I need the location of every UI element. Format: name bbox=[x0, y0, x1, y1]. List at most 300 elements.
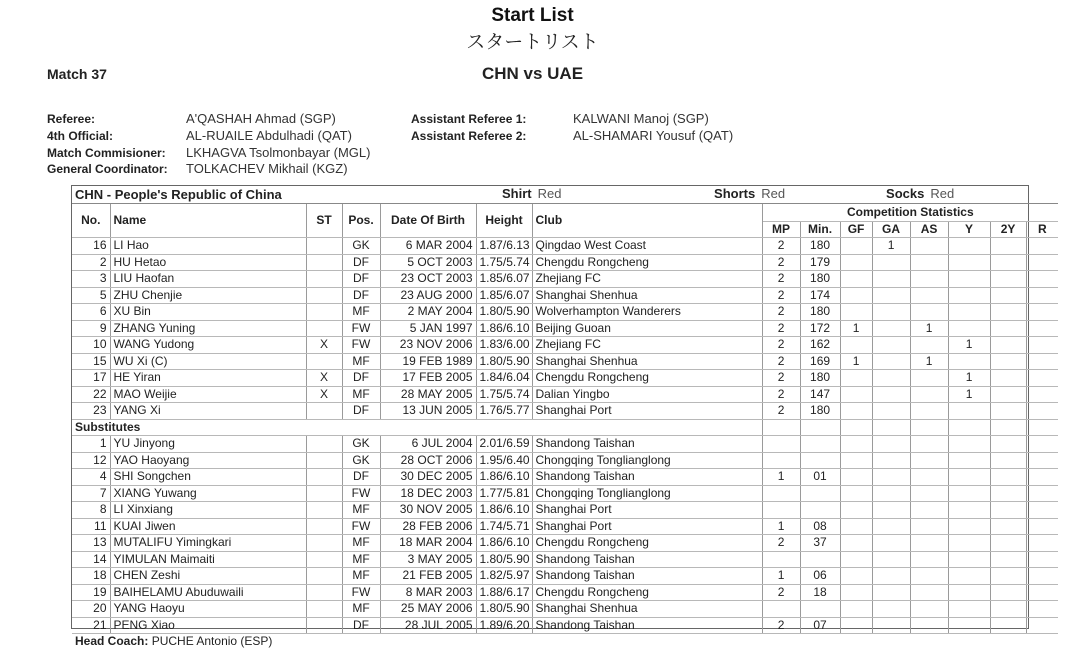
stat-ga bbox=[872, 452, 910, 469]
col-no: No. bbox=[72, 204, 110, 238]
socks-label: Socks bbox=[886, 186, 925, 201]
player-number: 6 bbox=[72, 304, 110, 321]
player-height: 1.80/5.90 bbox=[476, 353, 532, 370]
substitute-row bbox=[72, 617, 1058, 634]
roster-table bbox=[72, 186, 1058, 650]
player-number: 18 bbox=[72, 568, 110, 585]
player-height: 1.89/6.20 bbox=[476, 617, 532, 634]
player-position: FW bbox=[342, 320, 380, 337]
starter-mark bbox=[306, 502, 342, 519]
player-dob: 28 JUL 2005 bbox=[380, 617, 476, 634]
col-height: Height bbox=[476, 204, 532, 238]
referee-value: A'QASHAH Ahmad (SGP) bbox=[186, 111, 336, 126]
player-dob: 5 JAN 1997 bbox=[380, 320, 476, 337]
player-name: LIU Haofan bbox=[110, 271, 306, 288]
player-dob: 30 DEC 2005 bbox=[380, 469, 476, 486]
stat-ga bbox=[872, 370, 910, 387]
substitute-row bbox=[72, 502, 1058, 519]
empty-stat-cell bbox=[1026, 419, 1058, 436]
stat-r bbox=[1026, 287, 1058, 304]
stat-mp: 2 bbox=[762, 353, 800, 370]
player-number: 2 bbox=[72, 254, 110, 271]
player-height: 1.74/5.71 bbox=[476, 518, 532, 535]
player-position: DF bbox=[342, 370, 380, 387]
player-number: 13 bbox=[72, 535, 110, 552]
player-dob: 13 JUN 2005 bbox=[380, 403, 476, 420]
referee-label: Referee: bbox=[47, 112, 96, 126]
stat-2y bbox=[990, 485, 1026, 502]
stat-r bbox=[1026, 271, 1058, 288]
stat-2y bbox=[990, 617, 1026, 634]
player-height: 1.83/6.00 bbox=[476, 337, 532, 354]
stat-mp: 2 bbox=[762, 254, 800, 271]
match-teams: CHN vs UAE bbox=[481, 64, 584, 83]
player-club: Shandong Taishan bbox=[532, 469, 762, 486]
stat-as: 1 bbox=[910, 353, 948, 370]
head-coach-label: Head Coach: bbox=[75, 634, 149, 649]
starter-mark bbox=[306, 601, 342, 618]
stat-gf bbox=[840, 271, 872, 288]
page-subtitle: スタートリスト bbox=[466, 31, 599, 53]
stat-min: 180 bbox=[800, 304, 840, 321]
starter-row bbox=[72, 337, 1058, 354]
player-height: 1.76/5.77 bbox=[476, 403, 532, 420]
player-position: DF bbox=[342, 254, 380, 271]
stat-y bbox=[948, 254, 990, 271]
stat-r bbox=[1026, 485, 1058, 502]
starter-mark bbox=[306, 320, 342, 337]
player-club: Beijing Guoan bbox=[532, 320, 762, 337]
player-position: DF bbox=[342, 403, 380, 420]
stat-as bbox=[910, 287, 948, 304]
player-dob: 25 MAY 2006 bbox=[380, 601, 476, 618]
stat-y bbox=[948, 469, 990, 486]
stat-ga bbox=[872, 502, 910, 519]
player-dob: 18 DEC 2003 bbox=[380, 485, 476, 502]
player-number: 10 bbox=[72, 337, 110, 354]
player-position: MF bbox=[342, 304, 380, 321]
fourth-official-value: AL-RUAILE Abdulhadi (QAT) bbox=[186, 128, 352, 143]
stat-r bbox=[1026, 535, 1058, 552]
player-club: Shanghai Shenhua bbox=[532, 353, 762, 370]
stat-min: 179 bbox=[800, 254, 840, 271]
stat-as bbox=[910, 502, 948, 519]
player-dob: 23 OCT 2003 bbox=[380, 271, 476, 288]
player-club: Chengdu Rongcheng bbox=[532, 584, 762, 601]
stat-y: 1 bbox=[948, 370, 990, 387]
starter-row bbox=[72, 304, 1058, 321]
page-title: Start List bbox=[491, 5, 574, 26]
player-dob: 5 OCT 2003 bbox=[380, 254, 476, 271]
stat-mp: 2 bbox=[762, 535, 800, 552]
stat-2y bbox=[990, 271, 1026, 288]
stat-as bbox=[910, 551, 948, 568]
player-name: KUAI Jiwen bbox=[110, 518, 306, 535]
match-label: Match 37 bbox=[47, 66, 107, 82]
coordinator-label: General Coordinator: bbox=[47, 162, 168, 176]
substitutes-label: Substitutes bbox=[72, 419, 762, 436]
stat-min bbox=[800, 436, 840, 453]
player-club: Shanghai Port bbox=[532, 403, 762, 420]
stat-gf bbox=[840, 452, 872, 469]
player-position: MF bbox=[342, 568, 380, 585]
substitute-row bbox=[72, 518, 1058, 535]
col-y: Y bbox=[948, 222, 990, 238]
player-name: MAO Weijie bbox=[110, 386, 306, 403]
stat-y bbox=[948, 518, 990, 535]
player-name: YAO Haoyang bbox=[110, 452, 306, 469]
player-club: Shanghai Port bbox=[532, 518, 762, 535]
stat-mp: 2 bbox=[762, 584, 800, 601]
stat-ga bbox=[872, 337, 910, 354]
player-height: 1.80/5.90 bbox=[476, 551, 532, 568]
player-club: Chongqing Tonglianglong bbox=[532, 452, 762, 469]
starter-mark bbox=[306, 353, 342, 370]
substitute-row bbox=[72, 568, 1058, 585]
shorts-value: Red bbox=[761, 186, 786, 201]
stat-r bbox=[1026, 584, 1058, 601]
stat-ga bbox=[872, 403, 910, 420]
player-number: 3 bbox=[72, 271, 110, 288]
stat-ga bbox=[872, 386, 910, 403]
player-position: FW bbox=[342, 337, 380, 354]
stat-ga: 1 bbox=[872, 238, 910, 255]
head-coach-value: PUCHE Antonio (ESP) bbox=[151, 634, 273, 649]
stat-2y bbox=[990, 436, 1026, 453]
stat-2y bbox=[990, 518, 1026, 535]
player-name: LI Xinxiang bbox=[110, 502, 306, 519]
stat-gf bbox=[840, 502, 872, 519]
player-dob: 28 OCT 2006 bbox=[380, 452, 476, 469]
substitute-row bbox=[72, 469, 1058, 486]
stat-2y bbox=[990, 452, 1026, 469]
stat-as bbox=[910, 271, 948, 288]
team-row bbox=[72, 186, 1058, 204]
stat-2y bbox=[990, 353, 1026, 370]
starter-mark bbox=[306, 617, 342, 634]
stat-y bbox=[948, 271, 990, 288]
stat-min: 08 bbox=[800, 518, 840, 535]
player-position: FW bbox=[342, 584, 380, 601]
starter-mark bbox=[306, 485, 342, 502]
stat-min bbox=[800, 601, 840, 618]
player-height: 1.80/5.90 bbox=[476, 304, 532, 321]
stat-gf bbox=[840, 568, 872, 585]
empty-stat-cell bbox=[800, 419, 840, 436]
substitute-row bbox=[72, 601, 1058, 618]
player-height: 1.75/5.74 bbox=[476, 386, 532, 403]
player-dob: 28 FEB 2006 bbox=[380, 518, 476, 535]
head-coach-row bbox=[72, 634, 1058, 650]
player-height: 1.75/5.74 bbox=[476, 254, 532, 271]
player-height: 2.01/6.59 bbox=[476, 436, 532, 453]
player-height: 1.84/6.04 bbox=[476, 370, 532, 387]
player-club: Chengdu Rongcheng bbox=[532, 370, 762, 387]
stat-ga bbox=[872, 436, 910, 453]
stat-ga bbox=[872, 518, 910, 535]
player-dob: 6 JUL 2004 bbox=[380, 436, 476, 453]
stat-2y bbox=[990, 238, 1026, 255]
stat-gf bbox=[840, 254, 872, 271]
player-number: 9 bbox=[72, 320, 110, 337]
stat-mp bbox=[762, 436, 800, 453]
player-number: 17 bbox=[72, 370, 110, 387]
stat-min bbox=[800, 452, 840, 469]
stat-y bbox=[948, 238, 990, 255]
player-number: 12 bbox=[72, 452, 110, 469]
stat-r bbox=[1026, 436, 1058, 453]
player-position: MF bbox=[342, 601, 380, 618]
substitute-row bbox=[72, 551, 1058, 568]
stat-mp: 2 bbox=[762, 386, 800, 403]
stat-as bbox=[910, 254, 948, 271]
fourth-official-label: 4th Official: bbox=[47, 129, 114, 143]
player-height: 1.82/5.97 bbox=[476, 568, 532, 585]
stat-as bbox=[910, 584, 948, 601]
stat-mp bbox=[762, 502, 800, 519]
stat-y bbox=[948, 287, 990, 304]
player-number: 23 bbox=[72, 403, 110, 420]
substitute-row bbox=[72, 452, 1058, 469]
substitutes-row bbox=[72, 419, 1058, 436]
stat-min: 37 bbox=[800, 535, 840, 552]
stat-mp bbox=[762, 485, 800, 502]
col-gf: GF bbox=[840, 222, 872, 238]
player-position: GK bbox=[342, 452, 380, 469]
stat-gf bbox=[840, 469, 872, 486]
stat-gf bbox=[840, 238, 872, 255]
stat-as bbox=[910, 403, 948, 420]
stat-min: 180 bbox=[800, 271, 840, 288]
player-name: YANG Xi bbox=[110, 403, 306, 420]
starter-mark bbox=[306, 238, 342, 255]
col-r: R bbox=[1026, 222, 1058, 238]
player-number: 8 bbox=[72, 502, 110, 519]
player-number: 1 bbox=[72, 436, 110, 453]
starter-mark bbox=[306, 271, 342, 288]
stat-r bbox=[1026, 617, 1058, 634]
player-name: YANG Haoyu bbox=[110, 601, 306, 618]
stat-2y bbox=[990, 584, 1026, 601]
col-mp: MP bbox=[762, 222, 800, 238]
stat-as bbox=[910, 485, 948, 502]
stat-mp: 2 bbox=[762, 337, 800, 354]
starter-row bbox=[72, 386, 1058, 403]
stat-mp: 2 bbox=[762, 304, 800, 321]
stat-min: 147 bbox=[800, 386, 840, 403]
stat-2y bbox=[990, 551, 1026, 568]
stat-gf bbox=[840, 403, 872, 420]
starter-mark: X bbox=[306, 386, 342, 403]
player-name: XU Bin bbox=[110, 304, 306, 321]
substitute-row bbox=[72, 436, 1058, 453]
assistant-referee-1-value: KALWANI Manoj (SGP) bbox=[573, 111, 709, 126]
starter-row bbox=[72, 271, 1058, 288]
starter-row bbox=[72, 353, 1058, 370]
stat-mp: 1 bbox=[762, 568, 800, 585]
stat-ga bbox=[872, 304, 910, 321]
starter-row bbox=[72, 287, 1058, 304]
player-dob: 3 MAY 2005 bbox=[380, 551, 476, 568]
player-number: 16 bbox=[72, 238, 110, 255]
player-name: SHI Songchen bbox=[110, 469, 306, 486]
starter-mark bbox=[306, 287, 342, 304]
stat-y bbox=[948, 601, 990, 618]
player-name: LI Hao bbox=[110, 238, 306, 255]
empty-stat-cell bbox=[762, 419, 800, 436]
stat-y bbox=[948, 617, 990, 634]
stat-2y bbox=[990, 601, 1026, 618]
stat-2y bbox=[990, 254, 1026, 271]
stat-min: 162 bbox=[800, 337, 840, 354]
shirt-value: Red bbox=[537, 186, 562, 201]
stat-2y bbox=[990, 337, 1026, 354]
starter-row bbox=[72, 320, 1058, 337]
stat-min: 06 bbox=[800, 568, 840, 585]
stat-r bbox=[1026, 518, 1058, 535]
header-row bbox=[72, 204, 1058, 222]
stat-gf bbox=[840, 601, 872, 618]
player-club: Qingdao West Coast bbox=[532, 238, 762, 255]
stat-gf bbox=[840, 518, 872, 535]
stat-as bbox=[910, 469, 948, 486]
player-club: Shandong Taishan bbox=[532, 436, 762, 453]
player-height: 1.86/6.10 bbox=[476, 535, 532, 552]
stat-gf bbox=[840, 287, 872, 304]
stat-gf bbox=[840, 370, 872, 387]
stat-ga bbox=[872, 584, 910, 601]
stat-y bbox=[948, 436, 990, 453]
player-name: BAIHELAMU Abuduwaili bbox=[110, 584, 306, 601]
player-height: 1.95/6.40 bbox=[476, 452, 532, 469]
stat-mp bbox=[762, 551, 800, 568]
socks-value: Red bbox=[930, 186, 955, 201]
stat-y bbox=[948, 320, 990, 337]
stat-as bbox=[910, 436, 948, 453]
stat-r bbox=[1026, 601, 1058, 618]
starter-mark bbox=[306, 254, 342, 271]
starter-mark bbox=[306, 568, 342, 585]
stat-y bbox=[948, 485, 990, 502]
stat-y bbox=[948, 502, 990, 519]
col-as: AS bbox=[910, 222, 948, 238]
player-club: Zhejiang FC bbox=[532, 337, 762, 354]
stat-min: 172 bbox=[800, 320, 840, 337]
player-height: 1.86/6.10 bbox=[476, 469, 532, 486]
stat-mp: 1 bbox=[762, 469, 800, 486]
player-number: 20 bbox=[72, 601, 110, 618]
stat-ga bbox=[872, 535, 910, 552]
empty-stat-cell bbox=[948, 419, 990, 436]
stat-min: 18 bbox=[800, 584, 840, 601]
shorts-label: Shorts bbox=[714, 186, 756, 201]
stat-y bbox=[948, 353, 990, 370]
stat-2y bbox=[990, 568, 1026, 585]
stat-r bbox=[1026, 353, 1058, 370]
stat-ga bbox=[872, 353, 910, 370]
player-number: 19 bbox=[72, 584, 110, 601]
player-dob: 6 MAR 2004 bbox=[380, 238, 476, 255]
stat-min: 180 bbox=[800, 403, 840, 420]
stat-y bbox=[948, 568, 990, 585]
stat-mp: 2 bbox=[762, 271, 800, 288]
stat-ga bbox=[872, 320, 910, 337]
player-height: 1.86/6.10 bbox=[476, 502, 532, 519]
player-name: PENG Xiao bbox=[110, 617, 306, 634]
stat-as bbox=[910, 518, 948, 535]
stat-r bbox=[1026, 403, 1058, 420]
player-position: DF bbox=[342, 617, 380, 634]
player-name: YIMULAN Maimaiti bbox=[110, 551, 306, 568]
player-height: 1.88/6.17 bbox=[476, 584, 532, 601]
stat-ga bbox=[872, 568, 910, 585]
starter-mark bbox=[306, 403, 342, 420]
stat-2y bbox=[990, 386, 1026, 403]
stat-ga bbox=[872, 485, 910, 502]
player-position: MF bbox=[342, 502, 380, 519]
player-club: Shandong Taishan bbox=[532, 617, 762, 634]
stat-gf bbox=[840, 551, 872, 568]
stat-2y bbox=[990, 469, 1026, 486]
player-name: YU Jinyong bbox=[110, 436, 306, 453]
stat-y bbox=[948, 304, 990, 321]
stat-mp: 2 bbox=[762, 320, 800, 337]
player-position: MF bbox=[342, 535, 380, 552]
player-name: HE Yiran bbox=[110, 370, 306, 387]
stat-ga bbox=[872, 271, 910, 288]
stat-r bbox=[1026, 502, 1058, 519]
starter-mark bbox=[306, 551, 342, 568]
stat-r bbox=[1026, 238, 1058, 255]
assistant-referee-2-label: Assistant Referee 2: bbox=[411, 129, 527, 143]
stat-y: 1 bbox=[948, 386, 990, 403]
stat-as bbox=[910, 238, 948, 255]
player-dob: 23 AUG 2000 bbox=[380, 287, 476, 304]
stat-as bbox=[910, 601, 948, 618]
stat-2y bbox=[990, 304, 1026, 321]
player-club: Wolverhampton Wanderers bbox=[532, 304, 762, 321]
stat-mp bbox=[762, 601, 800, 618]
stat-mp: 1 bbox=[762, 518, 800, 535]
player-club: Zhejiang FC bbox=[532, 271, 762, 288]
stat-min bbox=[800, 502, 840, 519]
player-name: WANG Yudong bbox=[110, 337, 306, 354]
starter-mark bbox=[306, 452, 342, 469]
starter-mark: X bbox=[306, 370, 342, 387]
stat-2y bbox=[990, 502, 1026, 519]
player-position: DF bbox=[342, 271, 380, 288]
stat-y bbox=[948, 403, 990, 420]
stat-as bbox=[910, 452, 948, 469]
stat-r bbox=[1026, 551, 1058, 568]
stat-gf bbox=[840, 485, 872, 502]
stat-as bbox=[910, 304, 948, 321]
player-height: 1.86/6.10 bbox=[476, 320, 532, 337]
stat-gf bbox=[840, 436, 872, 453]
starter-mark bbox=[306, 584, 342, 601]
starter-row bbox=[72, 370, 1058, 387]
starter-mark bbox=[306, 535, 342, 552]
player-club: Dalian Yingbo bbox=[532, 386, 762, 403]
player-dob: 17 FEB 2005 bbox=[380, 370, 476, 387]
player-position: DF bbox=[342, 469, 380, 486]
stat-as bbox=[910, 568, 948, 585]
player-dob: 19 FEB 1989 bbox=[380, 353, 476, 370]
stat-as bbox=[910, 386, 948, 403]
stat-min: 174 bbox=[800, 287, 840, 304]
player-name: WU Xi (C) bbox=[110, 353, 306, 370]
stat-mp bbox=[762, 452, 800, 469]
